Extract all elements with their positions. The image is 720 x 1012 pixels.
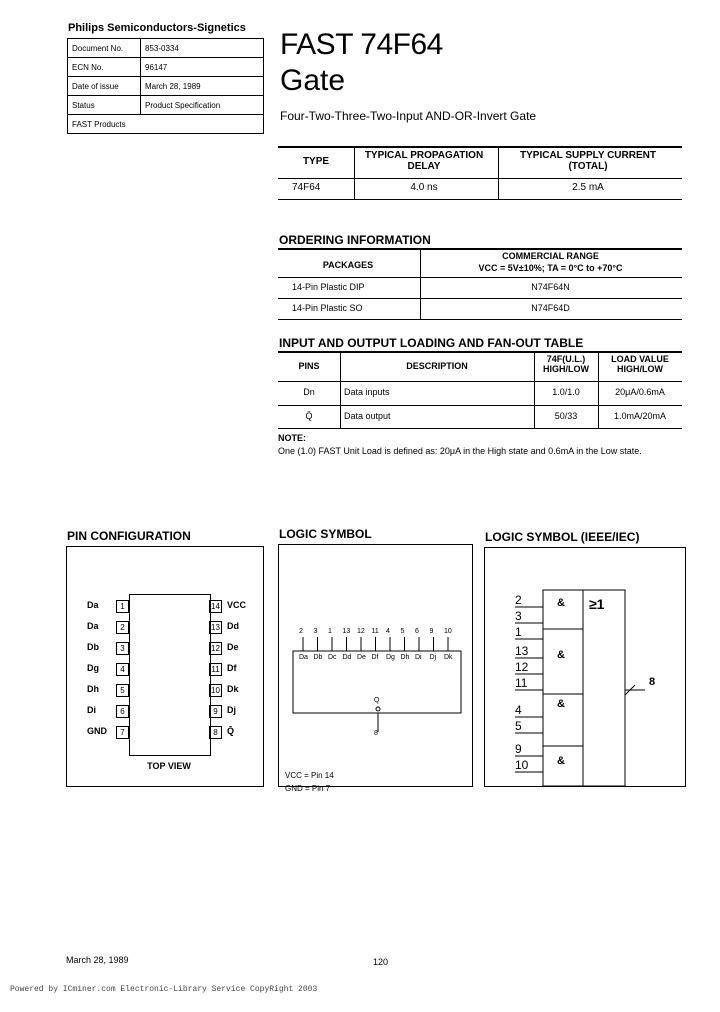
input-pin-number: 4	[386, 628, 390, 635]
and-gate-1: &	[557, 597, 565, 609]
vcc-note: VCC = Pin 14	[285, 771, 334, 780]
ieee-input-pin: 9	[515, 742, 522, 756]
pin-number-box: 8	[209, 726, 222, 739]
info-row: FAST Products	[68, 115, 264, 134]
ieee-input-pin: 13	[515, 644, 529, 658]
input-pin-number: 12	[357, 628, 365, 635]
pin-name-right: Dk	[227, 684, 239, 694]
pin-name-right: Df	[227, 663, 237, 673]
pin-number-box: 7	[116, 726, 129, 739]
pin-number-box: 5	[116, 684, 129, 697]
input-pin-number: 5	[400, 628, 405, 635]
delay-value: 4.0 ns	[410, 182, 438, 193]
input-name: De	[357, 654, 366, 661]
or-gate: ≥1	[589, 596, 605, 612]
pin-number-box: 4	[116, 663, 129, 676]
ieee-input-pin: 2	[515, 593, 522, 607]
company-name: Philips Semiconductors-Signetics	[68, 22, 246, 34]
input-pin-number: 1	[328, 628, 332, 635]
code-dip: N74F64N	[531, 282, 570, 292]
pin-config-title: PIN CONFIGURATION	[67, 529, 191, 543]
input-pin-number: 9	[429, 628, 434, 635]
ieee-panel	[484, 547, 686, 787]
code-so: N74F64D	[531, 303, 570, 313]
pin-name-right: De	[227, 642, 239, 652]
current-value: 2.5 mA	[572, 182, 604, 193]
chip-body	[129, 594, 211, 756]
gnd-note: GND = Pin 7	[285, 784, 331, 793]
page-number: 120	[373, 957, 389, 967]
range-header: COMMERCIAL RANGE	[502, 251, 599, 261]
pin-name-right: Dj	[227, 705, 236, 715]
input-name: Dd	[342, 654, 352, 661]
pin-number-box: 10	[209, 684, 222, 697]
ieee-input-pin: 12	[515, 660, 529, 674]
type-header: TYPE	[302, 156, 330, 167]
packages-header: PACKAGES	[322, 260, 374, 270]
input-name: Dk	[444, 654, 453, 661]
document-info-table	[67, 38, 264, 134]
input-pin-number: 11	[371, 628, 379, 635]
loading-title: INPUT AND OUTPUT LOADING AND FAN-OUT TABLE	[279, 336, 584, 350]
pin-number-box: 9	[209, 705, 222, 718]
loading-table: PINS DESCRIPTION 74F(U.L.) HIGH/LOW LOAD VALUE HIGH/LOW Dn Data inputs 1.0/1.0 20μA/0.6mA Q̄ Data output 50/33 1.0mA/20mA	[278, 353, 682, 429]
info-row: Status Product Specification	[68, 96, 264, 115]
and-gate-2: &	[557, 649, 565, 661]
pin-q: Q̄	[305, 411, 313, 421]
page-subtitle: Gate	[280, 64, 346, 97]
ordering-title: ORDERING INFORMATION	[279, 233, 431, 247]
input-pin-number: 2	[299, 628, 303, 635]
ieee-title: LOGIC SYMBOL (IEEE/IEC)	[485, 530, 640, 544]
input-pin-number: 10	[444, 628, 452, 635]
ieee-input-pin: 4	[515, 703, 522, 717]
pin-config-panel	[66, 546, 264, 787]
pin-name-left: Dg	[87, 663, 99, 673]
pin-number-box: 6	[116, 705, 129, 718]
page-description: Four-Two-Three-Two-Input AND-OR-Invert Gate	[280, 109, 537, 123]
input-name: Db	[313, 654, 323, 661]
input-name: Dh	[400, 654, 410, 661]
range-conditions: VCC = 5V±10%; TA = 0°C to +70°C	[478, 263, 623, 273]
ieee-input-pin: 11	[515, 676, 528, 690]
footer-date: March 28, 1989	[66, 955, 129, 965]
input-name: Df	[371, 654, 379, 661]
pin-number-box: 11	[209, 663, 222, 676]
pin-name-right: VCC	[227, 600, 247, 610]
info-row: Date of issue March 28, 1989	[68, 77, 264, 96]
pin-number-box: 2	[116, 621, 129, 634]
pin-name-right: Dd	[227, 621, 239, 631]
package-dip: 14-Pin Plastic DIP	[292, 282, 365, 292]
current-header: TYPICAL SUPPLY CURRENT (TOTAL)	[520, 150, 656, 172]
input-name: Dc	[328, 654, 337, 661]
pin-name-left: GND	[87, 726, 107, 736]
output-label: Q	[374, 697, 380, 704]
input-name: Di	[415, 654, 422, 661]
pin-number-box: 1	[116, 600, 129, 613]
input-pin-number: 3	[313, 628, 318, 635]
input-name: Da	[299, 654, 308, 661]
logic-symbol-diagram	[279, 544, 472, 786]
pin-name-left: Da	[87, 621, 99, 631]
pin-name-left: Dh	[87, 684, 99, 694]
pin-name-left: Da	[87, 600, 99, 610]
ieee-input-pin: 1	[515, 625, 522, 639]
logic-symbol-panel	[278, 544, 473, 793]
info-row: ECN No. 96147	[68, 58, 264, 77]
and-gate-3: &	[557, 698, 565, 710]
ordering-table	[278, 250, 682, 320]
note-text: One (1.0) FAST Unit Load is defined as: 20μA in the High state and 0.6mA in the Low state.	[278, 446, 642, 456]
pin-number-box: 14	[209, 600, 222, 613]
pin-name-left: Db	[87, 642, 99, 652]
pin-number-box: 3	[116, 642, 129, 655]
type-table	[278, 148, 682, 200]
logic-symbol-title: LOGIC SYMBOL	[279, 527, 372, 541]
ieee-input-pin: 5	[515, 719, 522, 733]
output-bubble	[376, 707, 380, 711]
pin-dn: Dn	[303, 387, 315, 397]
ieee-input-pin: 3	[515, 609, 522, 623]
info-row: Document No. 853-0334	[68, 39, 264, 58]
copyright: Powered by ICminer.com Electronic-Library Service CopyRight 2003	[10, 985, 318, 994]
ieee-input-pin: 10	[515, 758, 529, 772]
input-pin-number: 6	[415, 628, 419, 635]
top-view-label: TOP VIEW	[147, 761, 191, 771]
output-pin-number: 8	[374, 730, 378, 737]
input-name: Dj	[429, 654, 437, 661]
type-value: 74F64	[292, 182, 321, 193]
pin-name-left: Di	[87, 705, 96, 715]
delay-header: TYPICAL PROPAGATION DELAY	[364, 150, 484, 172]
ieee-output-pin: 8	[649, 676, 656, 688]
page-title: FAST 74F64	[280, 28, 443, 61]
package-so: 14-Pin Plastic SO	[292, 303, 363, 313]
input-name: Dg	[386, 654, 395, 661]
pin-name-right: Q̄	[227, 726, 235, 736]
input-pin-number: 13	[342, 628, 351, 635]
and-gate-4: &	[557, 755, 565, 767]
pin-number-box: 12	[209, 642, 222, 655]
note-title: NOTE:	[278, 433, 306, 443]
pin-number-box: 13	[209, 621, 222, 634]
